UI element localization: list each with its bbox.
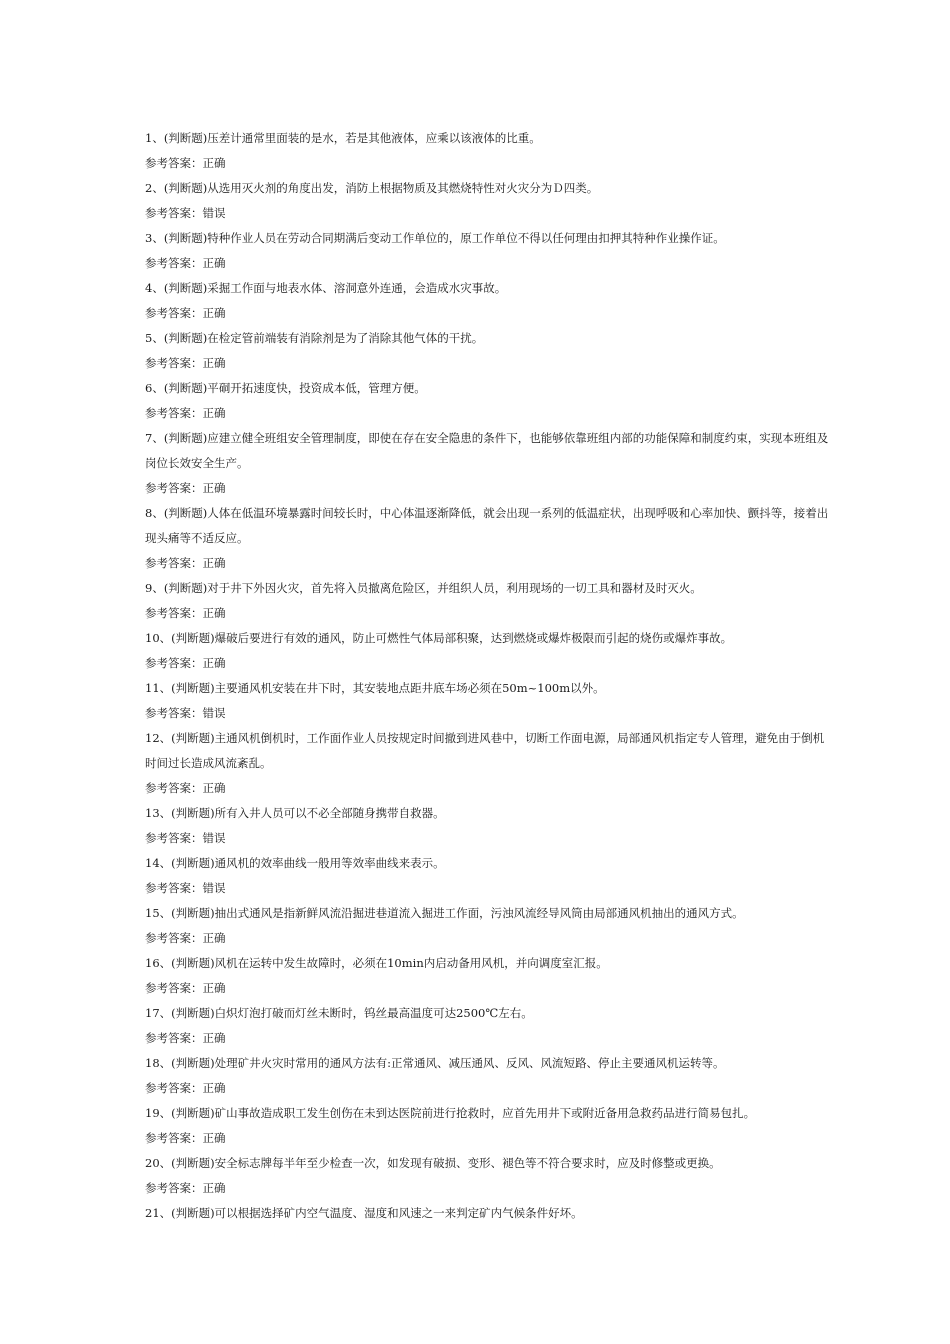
question-text: 13、(判断题)所有入井人员可以不必全部随身携带自救器。 [145, 806, 445, 820]
question-text: 2、(判断题)从选用灭火剂的角度出发，消防上根据物质及其燃烧特性对火灾分为Ｄ四类。 [145, 181, 599, 195]
question-text: 3、(判断题)特种作业人员在劳动合同期满后变动工作单位的，原工作单位不得以任何理由扣押其特种作业操作证。 [145, 231, 725, 245]
question-text: 19、(判断题)矿山事故造成职工发生创伤在未到达医院前进行抢救时，应首先用井下或附近备用急救药品进行简易包扎。 [145, 1106, 756, 1120]
answer-text: 参考答案：正确 [145, 356, 226, 370]
question-text: 5、(判断题)在检定管前端装有消除剂是为了消除其他气体的干扰。 [145, 331, 484, 345]
answer-text: 参考答案：正确 [145, 931, 226, 945]
answer-text: 参考答案：正确 [145, 1081, 226, 1095]
answer-text: 参考答案：正确 [145, 1181, 226, 1195]
question-text: 20、(判断题)安全标志牌每半年至少检查一次，如发现有破损、变形、褪色等不符合要求时，应及时修整或更换。 [145, 1156, 721, 1170]
answer-text: 参考答案：正确 [145, 606, 226, 620]
answer-text: 参考答案：错误 [145, 206, 226, 220]
question-text: 16、(判断题)风机在运转中发生故障时，必须在10min内启动备用风机，并向调度室汇报。 [145, 956, 608, 970]
question-text: 9、(判断题)对于井下外因火灾，首先将入员撤离危险区，并组织人员，利用现场的一切工具和器材及时灭火。 [145, 581, 702, 595]
answer-text: 参考答案：正确 [145, 306, 226, 320]
answer-text: 参考答案：错误 [145, 831, 226, 845]
answer-text: 参考答案：正确 [145, 981, 226, 995]
question-text: 21、(判断题)可以根据选择矿内空气温度、湿度和风速之一来判定矿内气候条件好坏。 [145, 1206, 583, 1220]
question-list [145, 126, 835, 1226]
answer-text: 参考答案：正确 [145, 156, 226, 170]
question-text: 8、(判断题)人体在低温环境暴露时间较长时，中心体温逐渐降低，就会出现一系列的低温症状，出现呼吸和心率加快、颤抖等，接着出现头痛等不适反应。 [145, 506, 829, 545]
answer-text: 参考答案：错误 [145, 881, 226, 895]
question-text: 1、(判断题)压差计通常里面装的是水，若是其他液体，应乘以该液体的比重。 [145, 131, 541, 145]
question-text: 6、(判断题)平硐开拓速度快，投资成本低，管理方便。 [145, 381, 426, 395]
answer-text: 参考答案：正确 [145, 1131, 226, 1145]
answer-text: 参考答案：正确 [145, 256, 226, 270]
question-text: 15、(判断题)抽出式通风是指新鲜风流沿掘进巷道流入掘进工作面，污浊风流经导风筒由局部通风机抽出的通风方式。 [145, 906, 744, 920]
answer-text: 参考答案：正确 [145, 556, 226, 570]
question-text: 18、(判断题)处理矿井火灾时常用的通风方法有:正常通风、减压通风、反风、风流短路、停止主要通风机运转等。 [145, 1056, 725, 1070]
question-text: 11、(判断题)主要通风机安装在井下时，其安装地点距井底车场必须在50m~100m以外。 [145, 681, 605, 695]
answer-text: 参考答案：正确 [145, 1031, 226, 1045]
question-text: 17、(判断题)白炽灯泡打破而灯丝未断时，钨丝最高温度可达2500℃左右。 [145, 1006, 533, 1020]
question-text: 12、(判断题)主通风机倒机时，工作面作业人员按规定时间撤到进风巷中，切断工作面电源，局部通风机指定专人管理，避免由于倒机时间过长造成风流紊乱。 [145, 731, 825, 770]
question-text: 14、(判断题)通风机的效率曲线一般用等效率曲线来表示。 [145, 856, 445, 870]
answer-text: 参考答案：错误 [145, 706, 226, 720]
answer-text: 参考答案：正确 [145, 781, 226, 795]
question-text: 4、(判断题)采掘工作面与地表水体、溶洞意外连通，会造成水灾事故。 [145, 281, 507, 295]
answer-text: 参考答案：正确 [145, 481, 226, 495]
question-text: 7、(判断题)应建立健全班组安全管理制度，即使在存在安全隐患的条件下，也能够依靠班组内部的功能保障和制度约束，实现本班组及岗位长效安全生产。 [145, 431, 829, 470]
question-text: 10、(判断题)爆破后要进行有效的通风，防止可燃性气体局部积聚，达到燃烧或爆炸极限而引起的烧伤或爆炸事故。 [145, 631, 733, 645]
answer-text: 参考答案：正确 [145, 406, 226, 420]
answer-text: 参考答案：正确 [145, 656, 226, 670]
